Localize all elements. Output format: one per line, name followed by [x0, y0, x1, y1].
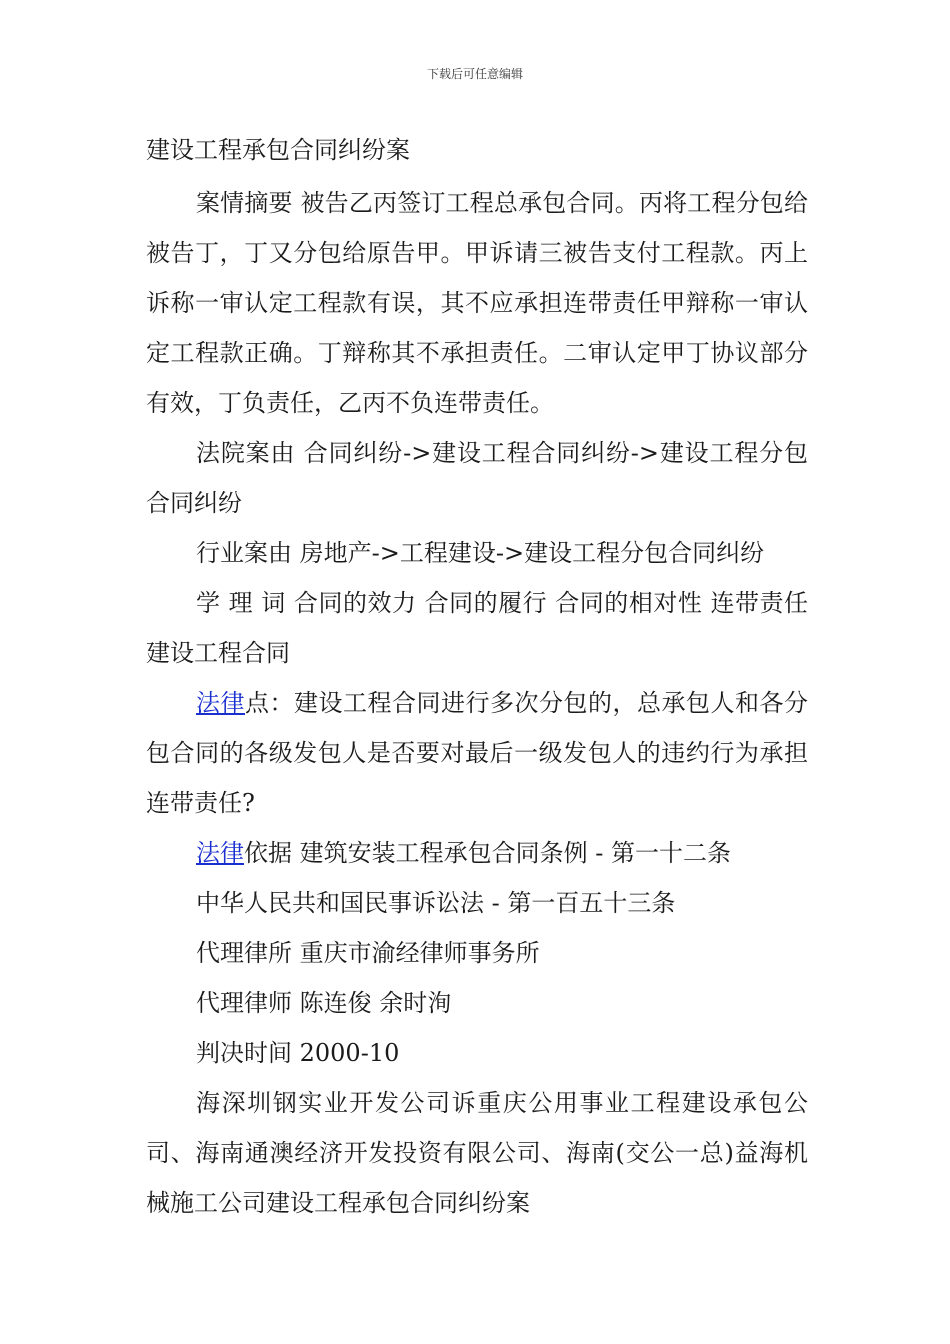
legal-point-link[interactable]: 法律	[196, 689, 245, 717]
legal-basis-link[interactable]: 法律	[196, 839, 244, 867]
law-firm: 代理律所 重庆市渝经律师事务所	[196, 939, 540, 967]
lawyers: 代理律师 陈连俊 余时洵	[196, 989, 452, 1017]
page-header: 下载后可任意编辑	[426, 67, 523, 81]
legal-basis	[146, 828, 808, 878]
legal-point-text: 点：建设工程合同进行多次分包的，总承包人和各分包合同的各级发包人是否要对最后一级发包人的违约行为承担连带责任?	[146, 689, 808, 817]
court-cause: 法院案由 合同纠纷->建设工程合同纠纷->建设工程分包合同纠纷	[146, 439, 808, 517]
case-summary: 案情摘要 被告乙丙签订工程总承包合同。丙将工程分包给被告丁，丁又分包给原告甲。甲诉请三被告支付工程款。丙上诉称一审认定工程款有误，其不应承担连带责任甲辩称一审认定工程款正确。丁辩称其不承担责任。二审认定甲丁协议部分有效，丁负责任，乙丙不负连带责任。	[146, 189, 808, 417]
judgment-date: 判决时间 2000-10	[196, 1039, 400, 1067]
document-body	[146, 130, 808, 1228]
document-title: 建设工程承包合同纠纷案	[146, 136, 410, 164]
keywords: 学 理 词 合同的效力 合同的履行 合同的相对性 连带责任 建设工程合同	[146, 589, 808, 667]
case-name: 海深圳钢实业开发公司诉重庆公用事业工程建设承包公司、海南通澳经济开发投资有限公司、海南(交公一总)益海机械施工公司建设工程承包合同纠纷案	[146, 1089, 808, 1217]
industry-cause: 行业案由 房地产->工程建设->建设工程分包合同纠纷	[196, 539, 765, 567]
legal-basis-text: 依据 建筑安装工程承包合同条例 - 第一十二条	[244, 839, 731, 867]
legal-basis-2: 中华人民共和国民事诉讼法 - 第一百五十三条	[196, 889, 676, 917]
legal-point	[146, 678, 808, 828]
